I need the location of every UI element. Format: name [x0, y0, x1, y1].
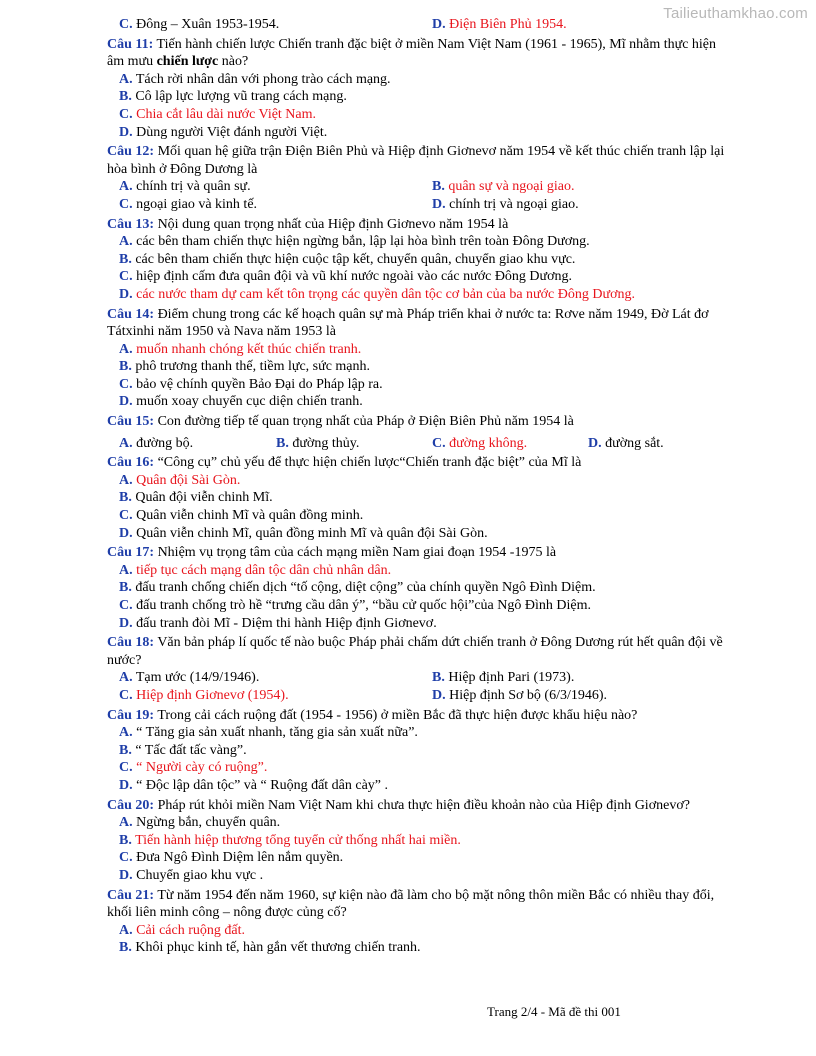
option-c: C. đấu tranh chống trò hề “trưng cầu dân ý”, “bầu cử quốc hội”của Ngô Đình Diệm. [119, 598, 591, 613]
option-d: D. Dùng người Việt đánh người Việt. [119, 124, 328, 140]
question-stem: Câu 13: Nội dung quan trọng nhất của Hiệp định Giơnevo năm 1954 là [107, 216, 509, 232]
option-b: B. Khôi phục kinh tế, hàn gắn vết thương chiến tranh. [119, 940, 421, 956]
watermark: Tailieuthamkhao.com [663, 5, 808, 22]
page-footer: Trang 2/4 - Mã đề thi 001 [487, 1004, 621, 1019]
question-stem: Câu 18: Văn bản pháp lí quốc tế nào buộc Pháp phải chấm dứt chiến tranh ở Đông Dương rút hết quân đội về nước? [107, 635, 723, 668]
option-c: C. bảo vệ chính quyền Bảo Đại do Pháp lập ra. [119, 376, 383, 392]
question-stem: Câu 12: Mối quan hệ giữa trận Điện Biên Phủ và Hiệp định Giơnevơ năm 1954 về kết thúc chiến tranh lập lại hòa bình ở Đông Dương là [107, 144, 725, 177]
question-stem: Câu 16: “Công cụ” chủ yếu để thực hiện chiến lược“Chiến tranh đặc biệt” của Mĩ là [107, 455, 582, 471]
question-11 [107, 36, 732, 142]
option-c: C. đường không. [432, 435, 528, 451]
option-c: C. Đưa Ngô Đình Diệm lên nắm quyền. [119, 850, 344, 866]
option-c: C. Quân viễn chinh Mĩ và quân đồng minh. [119, 508, 364, 524]
option-a: A. Quân đội Sài Gòn. [119, 472, 241, 488]
question-19 [107, 707, 732, 795]
option-a: A. Tách rời nhân dân với phong trào cách mạng. [119, 71, 391, 87]
option-b: B. Quân đội viễn chinh Mĩ. [119, 490, 273, 506]
question-15 [107, 413, 732, 452]
option-b: B. phô trương thanh thế, tiềm lực, sức mạnh. [119, 359, 371, 375]
option-c: C. hiệp định cấm đưa quân đội và vũ khí nước ngoài vào các nước Đông Dương. [119, 269, 573, 285]
option-a: A. muốn nhanh chóng kết thúc chiến tranh. [119, 341, 362, 357]
options-row-ab [107, 669, 732, 687]
options-row [107, 435, 732, 453]
option-b: B. Hiệp định Pari (1973). [432, 670, 575, 686]
options-row-cd [107, 687, 732, 705]
option-d: D. chính trị và ngoại giao. [432, 196, 579, 212]
question-12 [107, 143, 732, 213]
option-c: C. Chia cắt lâu dài nước Việt Nam. [119, 106, 317, 122]
option-b: B. đường thủy. [276, 435, 360, 451]
option-b: B. đấu tranh chống chiến dịch “tố cộng, diệt cộng” của chính quyền Ngô Đình Diệm. [119, 580, 596, 596]
prev-question-options [107, 16, 732, 34]
question-18 [107, 634, 732, 704]
question-14 [107, 306, 732, 412]
question-stem: Câu 14: Điểm chung trong các kế hoạch quân sự mà Pháp triển khai ở nước ta: Rơve năm 1949, Đờ Lát đơ Tátxinhi năm 1950 và Nava năm 1953 là [107, 306, 709, 340]
option-d: D. Chuyển giao khu vực . [119, 867, 264, 883]
question-stem: Câu 21: Từ năm 1954 đến năm 1960, sự kiện nào đã làm cho bộ mặt nông thôn miền Bắc có nhiều thay đổi, khối liên minh công – nông được củng cố? [107, 887, 715, 921]
option-c: C. Hiệp định Giơnevơ (1954). [119, 687, 289, 703]
option-d: D. các nước tham dự cam kết tôn trọng các quyền dân tộc cơ bản của ba nước Đông Dương. [119, 286, 635, 302]
question-20 [107, 797, 732, 885]
option-a: A. Tạm ước (14/9/1946). [119, 670, 260, 686]
option-b: B. các bên tham chiến thực hiện cuộc tập kết, chuyển quân, chuyển giao khu vực. [119, 251, 576, 267]
option-b: B. Cô lập lực lượng vũ trang cách mạng. [119, 89, 347, 105]
option-d: D. muốn xoay chuyển cục diện chiến tranh. [119, 394, 363, 410]
option-a: A. chính trị và quân sự. [119, 179, 251, 195]
option-a: A. các bên tham chiến thực hiện ngừng bắn, lập lại hòa bình trên toàn Đông Dương. [119, 234, 590, 250]
option-a: A. “ Tăng gia sản xuất nhanh, tăng gia sản xuất nữa”. [119, 725, 418, 741]
option-c: C. Đông – Xuân 1953-1954. [119, 17, 280, 32]
question-stem: Câu 15: Con đường tiếp tế quan trọng nhất của Pháp ở Điện Biên Phủ năm 1954 là [107, 414, 574, 430]
question-16 [107, 454, 732, 542]
option-d: D. Hiệp định Sơ bộ (6/3/1946). [432, 687, 608, 703]
option-b: B. Tiến hành hiệp thương tổng tuyển cử thống nhất hai miền. [119, 832, 461, 848]
option-a: A. Cải cách ruộng đất. [119, 922, 245, 938]
option-d: D. Quân viễn chinh Mĩ, quân đồng minh Mĩ và quân đội Sài Gòn. [119, 525, 488, 541]
option-a: A. Ngừng bắn, chuyển quân. [119, 815, 281, 831]
option-c: C. “ Người cày có ruộng”. [119, 760, 268, 776]
option-b: B. “ Tấc đất tấc vàng”. [119, 742, 247, 758]
question-17 [107, 544, 732, 632]
option-b: B. quân sự và ngoại giao. [432, 179, 575, 195]
question-21 [107, 887, 732, 957]
question-stem: Câu 11: Tiến hành chiến lược Chiến tranh đặc biệt ở miền Nam Việt Nam (1961 - 1965), Mĩ nhằm thực hiện âm mưu chiến lược nào? [107, 36, 717, 70]
option-c: C. ngoại giao và kinh tế. [119, 196, 258, 212]
option-a: A. đường bộ. [119, 435, 194, 451]
question-stem: Câu 17: Nhiệm vụ trọng tâm của cách mạng miền Nam giai đoạn 1954 -1975 là [107, 545, 557, 561]
options-row-cd [107, 196, 732, 214]
option-a: A. tiếp tục cách mạng dân tộc dân chủ nhân dân. [119, 562, 392, 578]
question-13 [107, 216, 732, 304]
option-d: D. đấu tranh đòi Mĩ - Diệm thi hành Hiệp định Giơnevơ. [119, 615, 437, 631]
option-d: D. “ Độc lập dân tộc” và “ Ruộng đất dân cày” . [119, 777, 389, 793]
option-d: D. đường sắt. [588, 435, 664, 451]
question-stem: Câu 20: Pháp rút khỏi miền Nam Việt Nam khi chưa thực hiện điều khoản nào của Hiệp định Giơnevơ? [107, 797, 690, 813]
option-d: D. Điện Biên Phủ 1954. [432, 17, 567, 32]
options-row-ab [107, 178, 732, 196]
exam-page [107, 16, 732, 957]
question-stem: Câu 19: Trong cải cách ruộng đất (1954 - 1956) ở miền Bắc đã thực hiện được khẩu hiệu nào? [107, 707, 638, 723]
